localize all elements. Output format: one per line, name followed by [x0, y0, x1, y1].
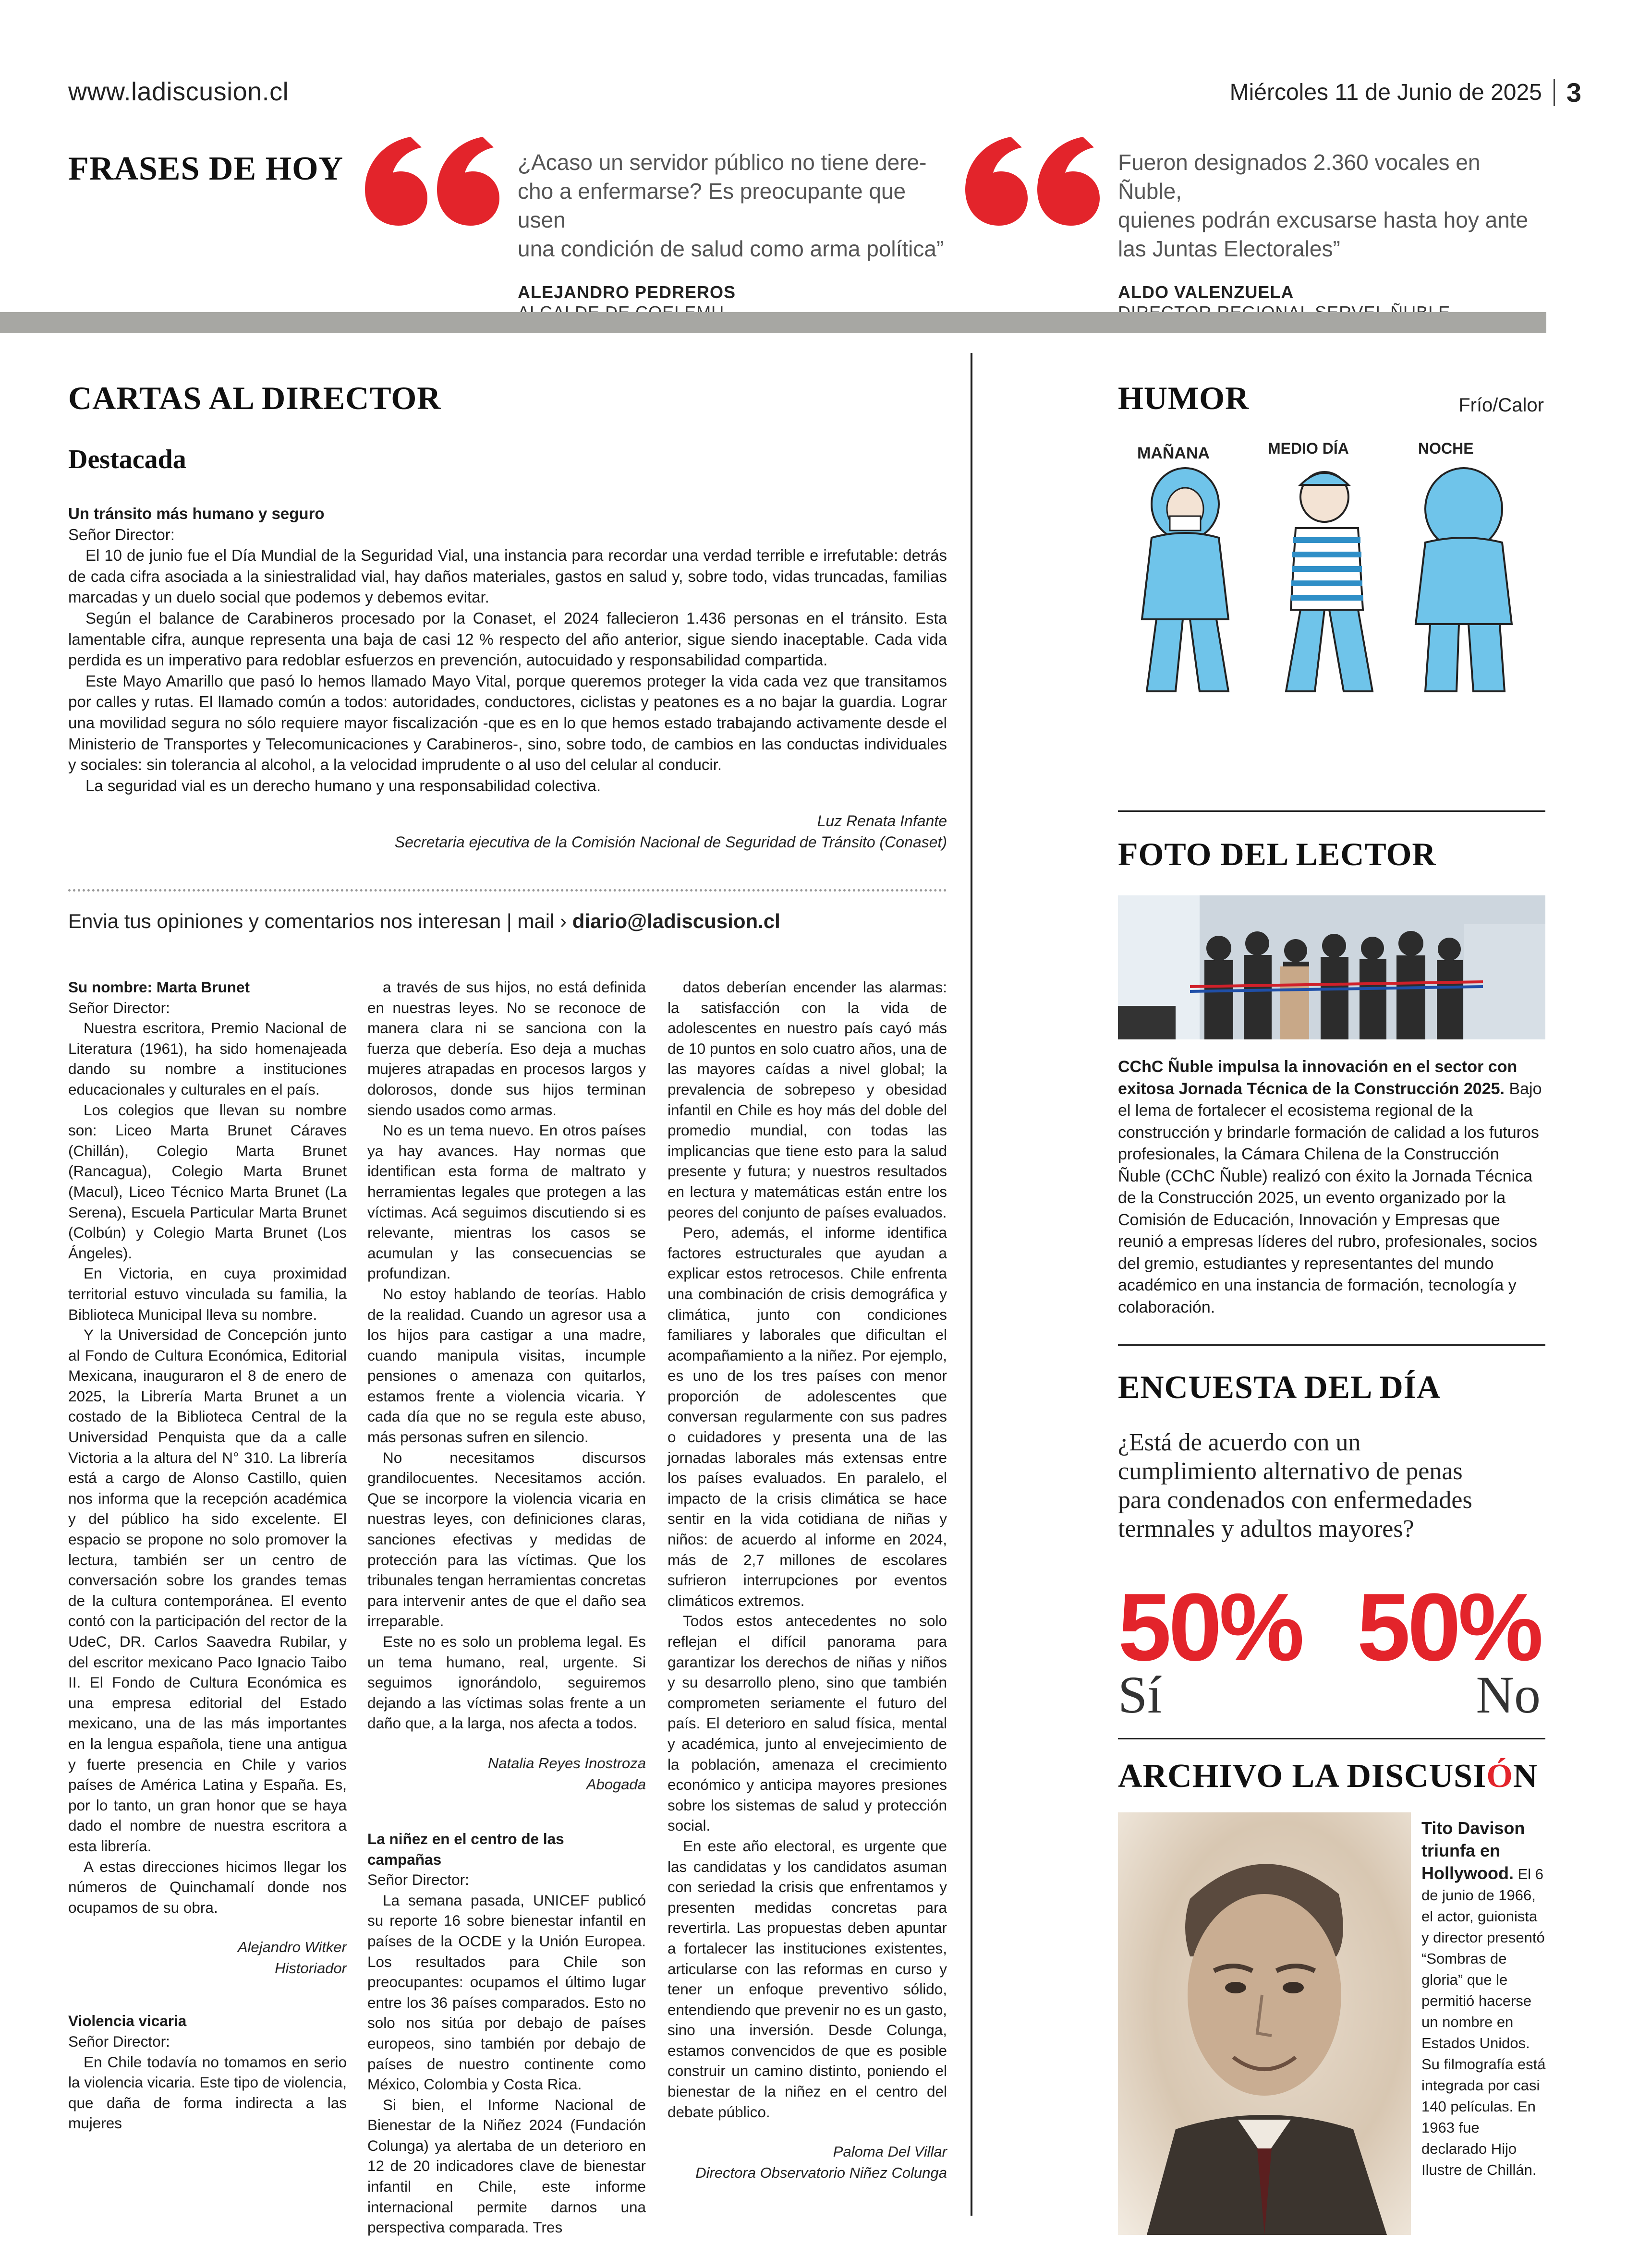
letter-title: Violencia vicaria: [68, 2012, 187, 2030]
paragraph: En Chile todavía no tomamos en serio la violencia vicaria. Este tipo de violencia, que daña de forma indirecta a las mujeres: [68, 2053, 347, 2132]
dotted-divider: [68, 889, 947, 892]
quote-mark-icon: [365, 137, 499, 228]
contact-email-link[interactable]: diario@ladiscusion.cl: [572, 910, 780, 932]
paragraph: Pero, además, el informe identifica factores estructurales que ayudan a explicar estos retrocesos. Chile enfrenta una combinación de crisis demográfica y climática, junto con condiciones familiares y laborales que dificultan el acompañamiento a la niñez. Por ejemplo, es uno de los tres países con menor proporción de adolescentes que conversan regularmente con sus padres o cuidadores y presenta una de las jornadas laborales más extensas entre los países evaluados. En paralelo, el impacto de la crisis climática se hace sentir en la vida cotidiana de niñas y niños: de acuerdo al informe en 2024, más de 2,7 millones de escolares sufrieron interrupciones por eventos climáticos extremos.: [668, 1224, 947, 1609]
quote-2-author: ALDO VALENZUELA: [1118, 282, 1294, 302]
letter-signature: Natalia Reyes Inostroza: [487, 1754, 646, 1772]
letters-column-1: [68, 977, 347, 2134]
section-title-frases: FRASES DE HOY: [68, 150, 344, 187]
featured-signature-role: Secretaria ejecutiva de la Comisión Nacional de Seguridad de Tránsito (Conaset): [394, 833, 947, 851]
featured-letter: [68, 503, 947, 853]
letter-signature-role: Historiador: [275, 1960, 347, 1977]
photo-caption: [1118, 1056, 1545, 1318]
page-number: 3: [1566, 77, 1581, 108]
paragraph: Si bien, el Informe Nacional de Bienestar de la Niñez 2024 (Fundación Colunga) ya alertaba de un deterioro en 12 de 20 indicadores clave de bienestar infantil en Chile, este informe internacional permite darnos una perspectiva comparada. Tres: [367, 2096, 646, 2236]
destacada-label: Destacada: [68, 445, 186, 474]
section-title-humor: HUMOR: [1118, 380, 1250, 416]
survey-no-label: No: [1476, 1665, 1541, 1724]
cartoon-figure-noon: [1286, 472, 1372, 691]
salutation: Señor Director:: [68, 525, 175, 543]
paragraph: a través de sus hijos, no está definida en nuestras leyes. No se reconoce de manera clara ni se sanciona con la fuerza que debería. Eso deja a muchas mujeres atrapadas en procesos largos y dolorosos, donde sus hijos terminan siendo usados como armas.: [367, 978, 646, 1119]
paragraph: Todos estos antecedentes no solo reflejan el difícil panorama para garantizar los derechos de niñas y niños y su desarrollo pleno, sino que también comprometen seriamente el futuro del país. El deterioro en salud física, mental y académica, junto al envejecimiento de la población, amenaza el crecimiento económico y anticipa mayores presiones sobre los sistemas de salud y protección social.: [668, 1612, 947, 1834]
section-title-foto: FOTO DEL LECTOR: [1118, 836, 1436, 872]
column-divider: [971, 353, 972, 2216]
quote-1: [518, 148, 950, 323]
archive-headline: Tito Davison triunfa en Hollywood.: [1421, 1818, 1525, 1883]
quote-2: [1118, 148, 1550, 323]
panel-label: MEDIO DÍA: [1268, 440, 1349, 457]
photo-caption-headline: CChC Ñuble impulsa la innovación en el sector con exitosa Jornada Técnica de la Construcción 2025.: [1118, 1058, 1518, 1098]
paragraph: La semana pasada, UNICEF publicó su reporte 16 sobre bienestar infantil en países de la OCDE y la Unión Europea. Los resultados para Chile son preocupantes: ocupamos el último lugar entre los 36 países comparados. Esto no solo nos sitúa por debajo de países europeos, sino también por debajo de países de nuestro continente como México, Colombia y Costa Rica.: [367, 1891, 646, 2093]
issue-date: Miércoles 11 de Junio de 2025: [1229, 80, 1542, 105]
paragraph: No es un tema nuevo. En otros países ya hay avances. Hay normas que identifican esta forma de maltrato y herramientas legales que protegen a las víctimas. Acá seguimos discutiendo si es relevante, mientras los casos se acumulan y las consecuencias se profundizan.: [367, 1122, 646, 1282]
archive-photo: [1118, 1812, 1411, 2235]
paragraph: El 10 de junio fue el Día Mundial de la Seguridad Vial, una instancia para recordar una verdad terrible e irrefutable: detrás de cada cifra asociada a la siniestralidad vial, hay daños materiales, gastos en salud y, sobre todo, vidas truncadas, familias marcadas y un duelo social que podemos y debemos evitar.: [68, 546, 947, 606]
quote-2-line: Fueron designados 2.360 vocales en Ñuble,: [1118, 150, 1481, 204]
divider: [1118, 1344, 1545, 1346]
quote-1-line: una condición de salud como arma política”: [518, 236, 944, 261]
archivo-title-end: N: [1513, 1758, 1538, 1795]
section-title-encuesta: ENCUESTA DEL DÍA: [1118, 1369, 1441, 1405]
divider: [1554, 79, 1555, 106]
paragraph: datos deberían encender las alarmas: la satisfacción con la vida de adolescentes en nuestro país cayó más de 10 puntos en solo cuatro años, una de las mayores caídas a nivel global; la prevalencia de sobrepeso y obesidad infantil en Chile es hoy más del doble del promedio mundial, con todas las implicancias que tiene esto para la salud presente y futura; y nuestros resultados en lectura y matemáticas están entre los peores del conjunto de países evaluados.: [668, 978, 947, 1221]
panel-label: MAÑANA: [1137, 444, 1210, 462]
contact-text: Envia tus opiniones y comentarios nos interesan | mail ›: [68, 910, 572, 932]
letters-column-3: [668, 977, 947, 2184]
letter-signature-role: Abogada: [586, 1775, 646, 1793]
paragraph: En este año electoral, es urgente que las candidatas y los candidatos asuman con seriedad la crisis que enfrentamos y presenten medidas concretas para revertirla. Las propuestas deben apuntar a fortalecer las instituciones existentes, articularse con las reformas en curso y tener un enfoque preventivo sólido, entendiendo que prevenir no es un gasto, sino una inversión. Desde Colunga, estamos convencidos de que es posible construir un camino distinto, poniendo el bienestar de la niñez en el centro del debate público.: [668, 1837, 947, 2121]
section-divider-bar: [0, 312, 1546, 333]
section-title-cartas: CARTAS AL DIRECTOR: [68, 380, 441, 416]
letter-signature-role: Directora Observatorio Niñez Colunga: [695, 2164, 947, 2182]
survey-no-percent: 50%: [1357, 1574, 1541, 1681]
letter-signature: Alejandro Witker: [237, 1939, 347, 1956]
cartoon-figure-night: [1416, 468, 1512, 691]
survey-yes-label: Sí: [1118, 1665, 1162, 1724]
survey-yes-percent: 50%: [1118, 1574, 1302, 1681]
salutation: Señor Director:: [68, 999, 170, 1016]
featured-signature: Luz Renata Infante: [817, 812, 947, 830]
salutation: Señor Director:: [68, 2032, 170, 2050]
paragraph: Este no es solo un problema legal. Es un tema humano, real, urgente. Si seguimos ignorándolo, seguiremos dejando a las víctimas solas frente a un daño que, a la larga, nos afecta a todos.: [367, 1633, 646, 1732]
paragraph: No estoy hablando de teorías. Hablo de la realidad. Cuando un agresor usa a los hijos para castigar a una madre, cuando manipula visitas, incumple pensiones o amenaza con quitarlos, estamos frente a violencia vicaria. Y cada día que no se regula este abuso, más personas sufren en silencio.: [367, 1285, 646, 1446]
paragraph: Y la Universidad de Concepción junto al Fondo de Cultura Económica, Editorial Mexicana, inauguraron el 8 de enero de 2025, la Librería Marta Brunet a un costado de la Biblioteca Central de la Universidad Penquista que da a calle Victoria a la altura del N° 310. La librería está a cargo de Alonso Castillo, quien nos informa que la recepción académica y del público ha sido excelente. El espacio se propone no solo promover la lectura, también ser un centro de conversación sobre los grandes temas de la cultura contemporánea. El evento contó con la participación del rector de la UdeC, DR. Carlos Saavedra Rubilar, y del escritor mexicano Paco Ignacio Taibo II. El Fondo de Cultura Económica es una empresa editorial del Estado mexicano, una de las más importantes en la lengua española, tiene una antigua y fuerte presencia en Chile y varios países de América Latina y España. Es, por lo tanto, un gran honor que se haya dado el nombre de nuestra escritora a esta librería.: [68, 1326, 347, 1855]
divider: [1118, 1738, 1545, 1739]
humor-cartoon: [1118, 432, 1541, 701]
quote-2-line: quienes podrán excusarse hasta hoy ante: [1118, 207, 1529, 232]
letter-title: Su nombre: Marta Brunet: [68, 978, 250, 996]
archive-text: [1421, 1817, 1546, 2181]
archivo-title-accent: Ó: [1486, 1758, 1513, 1795]
quote-1-line: cho a enfermarse? Es preocupante que usen: [518, 179, 906, 232]
salutation: Señor Director:: [367, 1871, 469, 1889]
paragraph: En Victoria, en cuya proximidad territorial estuvo vinculada su familia, la Biblioteca Municipal lleva su nombre.: [68, 1265, 347, 1323]
paragraph: La seguridad vial es un derecho humano y una responsabilidad colectiva.: [85, 776, 601, 795]
section-title-archivo: [1118, 1757, 1538, 1796]
contact-line: [68, 910, 780, 933]
quote-mark-icon: [965, 137, 1100, 228]
quote-1-line: ¿Acaso un servidor público no tiene dere-: [518, 150, 927, 175]
reader-photo: [1118, 895, 1545, 1039]
panel-label: NOCHE: [1418, 440, 1474, 457]
archivo-title-main: ARCHIVO LA DISCUSI: [1118, 1758, 1487, 1795]
humor-subtitle: Frío/Calor: [1458, 395, 1544, 416]
letter-title: La niñez en el centro de las: [367, 1830, 564, 1847]
letters-column-2: [367, 977, 646, 2238]
photo-caption-text: Bajo el lema de fortalecer el ecosistema regional de la construcción y brindarle formación de calidad a los futuros profesionales, la Cámara Chilena de la Construcción Ñuble (CChC Ñuble) realizó con éxito la Jornada Técnica de la Construcción 2025, un evento organizado por la Comisión de Educación, Innovación y Empresas que reunió a empresas líderes del rubro, profesionales, socios del gremio, estudiantes y representantes del mundo académico en una instancia de formación, tecnología y colaboración.: [1118, 1079, 1542, 1316]
quote-1-author: ALEJANDRO PEDREROS: [518, 282, 736, 302]
quote-2-line: las Juntas Electorales”: [1118, 236, 1340, 261]
featured-letter-title: Un tránsito más humano y seguro: [68, 505, 325, 522]
paragraph: Según el balance de Carabineros procesado por la Conaset, el 2024 fallecieron 1.436 personas en el tránsito. Esta lamentable cifra, aunque representa una baja de casi 12 % respecto del año anterior, sigue siendo inaceptable. Cada vida perdida es un imperativo para redoblar esfuerzos en prevención, autocuidado y responsabilidad compartida.: [68, 609, 947, 669]
paragraph: No necesitamos discursos grandilocuentes. Necesitamos acción. Que se incorpore la violencia vicaria en nuestras leyes, con definiciones claras, sanciones efectivas y medidas de protección para las víctimas. Que los tribunales tengan herramientas concretas para intervenir antes de que el daño sea irreparable.: [367, 1448, 646, 1630]
letter-signature: Paloma Del Villar: [833, 2143, 947, 2160]
cartoon-figure-morning: [1142, 468, 1228, 691]
paragraph: Este Mayo Amarillo que pasó lo hemos llamado Mayo Vital, porque queremos proteger la vida cada vez que transitamos por calles y rutas. El llamado común a todos: autoridades, conductores, ciclistas y peatones es a no bajar la guardia. Lograr una movilidad segura no sólo requiere mayor fiscalización -que es en lo que hemos estado trabajando activamente desde el Ministerio de Transportes y Telecomunicaciones y Carabineros-, sino, sobre todo, de cambios en las conductas individuales y sociales: sin tolerancia al alcohol, a la velocidad imprudente o al uso del celular al conducir.: [68, 672, 947, 774]
paragraph: Nuestra escritora, Premio Nacional de Literatura (1961), ha sido homenajeada dando su nombre a instituciones educacionales y culturales en el país.: [68, 1019, 347, 1098]
divider: [1118, 810, 1545, 812]
letter-title: campañas: [367, 1850, 442, 1868]
paragraph: A estas direcciones hicimos llegar los números de Quinchamalí donde nos ocupamos de su obra.: [68, 1858, 347, 1916]
archive-body: El 6 de junio de 1966, el actor, guionista y director presentó “Sombras de gloria” que le permitió hacerse un nombre en Estados Unidos. Su filmografía está integrada por casi 140 películas. En 1963 fue declarado Hijo Ilustre de Chillán.: [1421, 1866, 1546, 2178]
site-url[interactable]: www.ladiscusion.cl: [68, 77, 289, 106]
header-date-block: [1230, 77, 1581, 108]
paragraph: Los colegios que llevan su nombre son: Liceo Marta Brunet Cáraves (Chillán), Colegio Marta Brunet (Rancagua), Colegio Marta Brunet (Macul), Liceo Técnico Marta Brunet (La Serena), Escuela Particular Marta Brunet (Colbún) y Colegio Marta Brunet (Los Ángeles).: [68, 1101, 347, 1262]
survey-question: ¿Está de acuerdo con un cumplimiento alternativo de penas para condenados con enfermedades termnales y adultos mayores?: [1118, 1429, 1472, 1543]
